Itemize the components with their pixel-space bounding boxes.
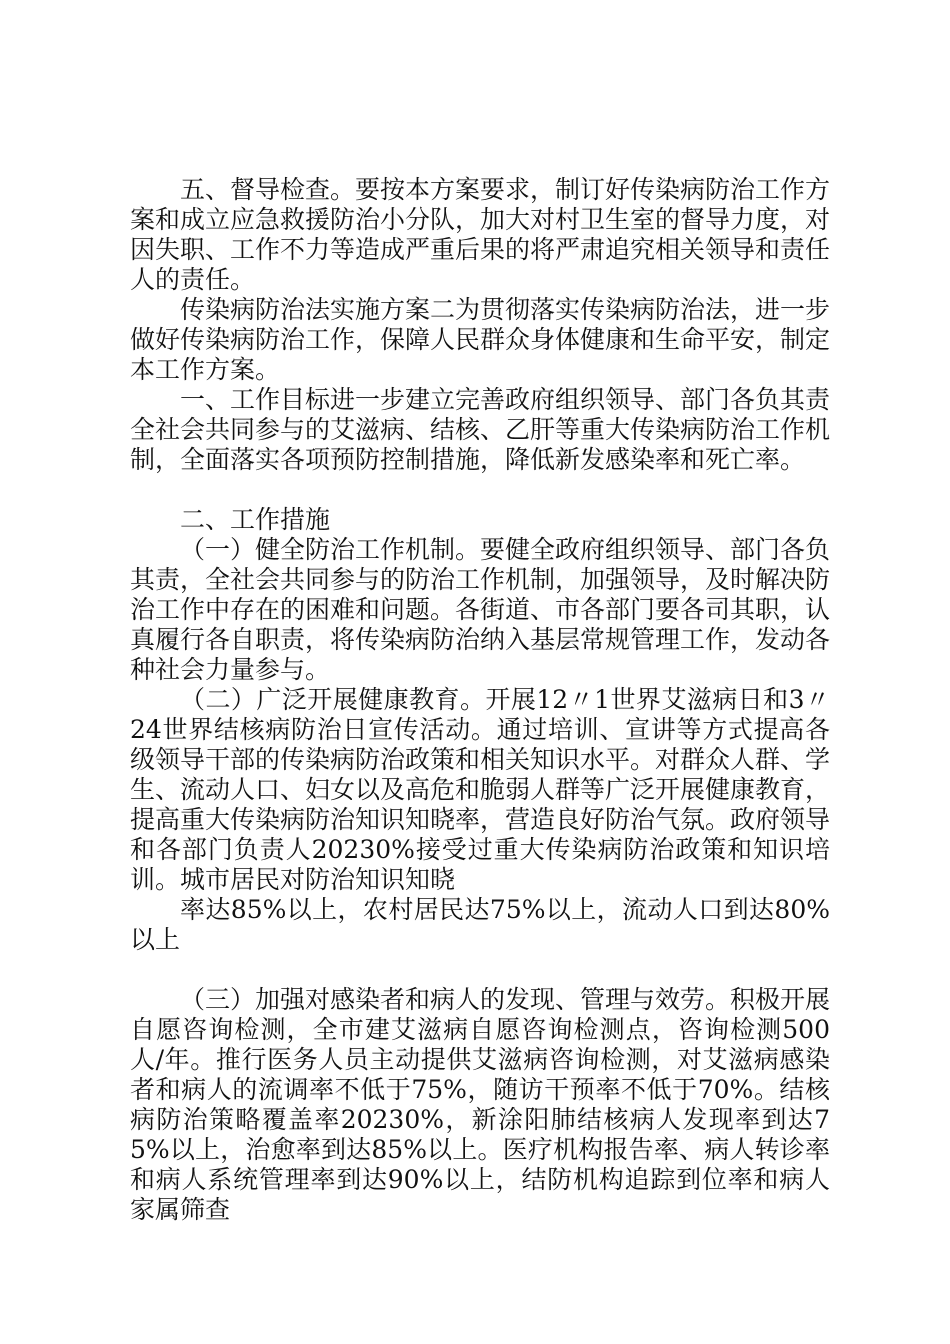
- section-2-heading: 二、工作措施: [180, 505, 331, 534]
- paragraph-measure-1: （一）健全防治工作机制。要健全政府组织领导、部门各负其责，全社会共同参与的防治工作机制，加强领导，及时解决防治工作中存在的困难和问题。各街道、市各部门要各司其职，认真履行各自职责，将传染病防治纳入基层常规管理工作，发动各种社会力量参与。: [130, 535, 831, 684]
- paragraph-measure-2-continued: 率达85%以上，农村居民达75%以上，流动人口到达80%以上: [130, 895, 830, 954]
- paragraph-measure-2: （二）广泛开展健康教育。开展12〃1世界艾滋病日和3〃24世界结核病防治日宣传活动。通过培训、宣讲等方式提高各级领导干部的传染病防治政策和相关知识水平。对群众人群、学生、流动人口、妇女以及高危和脆弱人群等广泛开展健康教育，提高重大传染病防治知识知晓率，营造良好防治气氛。政府领导和各部门负责人20230%接受过重大传染病防治政策和知识培训。城市居民对防治知识知晓: [130, 685, 831, 894]
- document-body: [130, 175, 830, 1225]
- paragraph-plan-two-intro: 传染病防治法实施方案二为贯彻落实传染病防治法，进一步做好传染病防治工作，保障人民群众身体健康和生命平安，制定本工作方案。: [130, 295, 831, 384]
- paragraph-measure-3: （三）加强对感染者和病人的发现、管理与效劳。积极开展自愿咨询检测，全市建艾滋病自愿咨询检测点，咨询检测500人/年。推行医务人员主动提供艾滋病咨询检测，对艾滋病感染者和病人的流调率不低于75%，随访干预率不低于70%。结核病防治策略覆盖率20230%，新涂阳肺结核病人发现率到达75%以上，治愈率到达85%以上。医疗机构报告率、病人转诊率和病人系统管理率到达90%以上，结防机构追踪到位率和病人家属筛查: [130, 985, 831, 1224]
- paragraph-section-1-goals: 一、工作目标进一步建立完善政府组织领导、部门各负其责全社会共同参与的艾滋病、结核、乙肝等重大传染病防治工作机制，全面落实各项预防控制措施，降低新发感染率和死亡率。: [130, 385, 831, 474]
- paragraph-section-5-supervision: 五、督导检查。要按本方案要求，制订好传染病防治工作方案和成立应急救援防治小分队，加大对村卫生室的督导力度，对因失职、工作不力等造成严重后果的将严肃追究相关领导和责任人的责任。: [130, 175, 831, 294]
